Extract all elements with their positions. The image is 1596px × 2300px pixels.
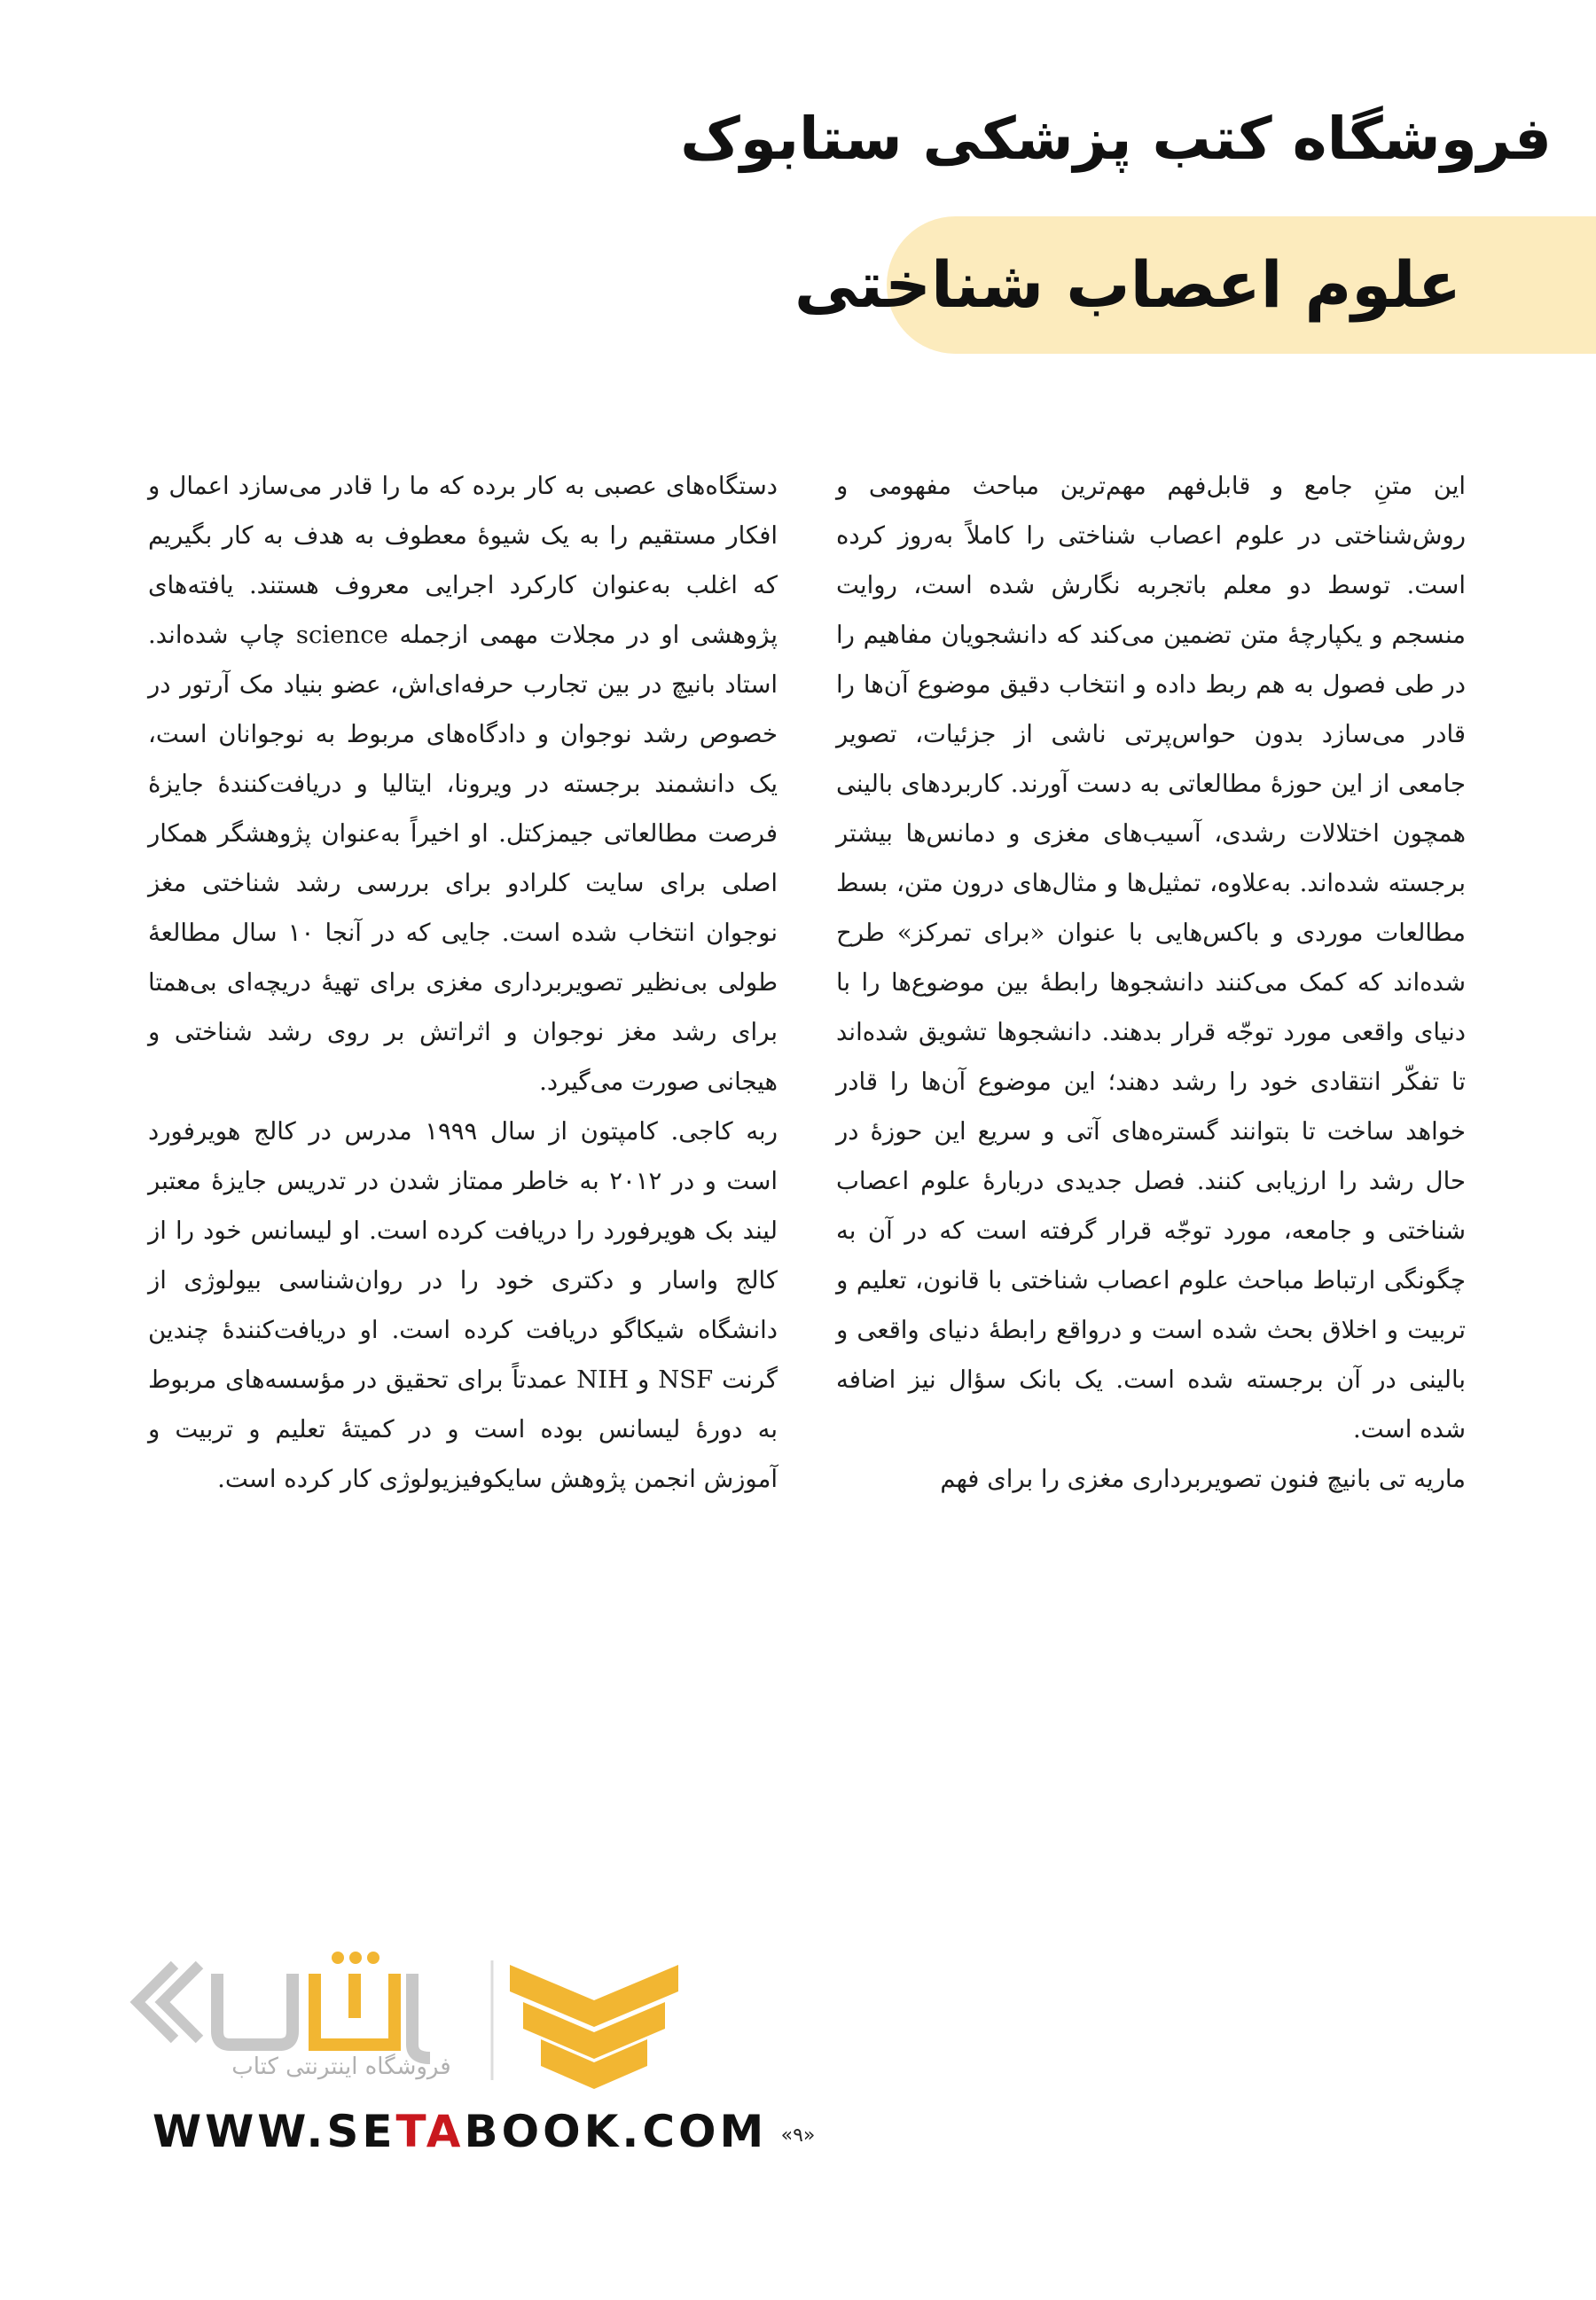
chapter-banner [794, 216, 1596, 354]
paragraph: این متنِ جامع و قابل‌فهم مهم‌ترین مباحث مفهومی و روش‌شناختی در علوم اعصاب شناختی را کاملاً به‌روز کرده است. توسط دو معلم باتجربه نگارش شده است، روایت منسجم و یکپارچهٔ متن تضمین می‌کند که دانشجویان مفاهیم را در طی فصول به هم ربط داده و انتخاب دقیق موضوع آن‌ها را قادر می‌سازد بدون حواس‌پرتی ناشی از جزئیات، تصویر جامعی از این حوزهٔ مطالعاتی به دست آورند. کاربردهای بالینی همچون اختلالات رشدی، آسیب‌های مغزی و دمانس‌ها بیشتر برجسته شده‌اند. به‌علاوه، تمثیل‌ها و مثال‌های درون متن، بسط مطالعات موردی و باکس‌هایی با عنوان «برای تمرکز» طرح شده‌اند که کمک می‌کنند دانشجوها رابطهٔ بین موضوع‌ها را با دنیای واقعی مورد توجّه قرار بدهند. دانشجوها تشویق شده‌اند تا تفکّر انتقادی خود را رشد دهند؛ این موضوع آن‌ها را قادر خواهد ساخت تا بتوانند گستره‌های آتی و سریع این حوزهٔ در حال رشد را ارزیابی کنند. فصل جدیدی دربارهٔ علوم اعصاب شناختی و جامعه، مورد توجّه قرار گرفته است که در آن به چگونگی ارتباط مباحث علوم اعصاب شناختی با قانون، تعلیم و تربیت و اخلاق بحث شده است و درواقع رابطهٔ دنیای واقعی و بالینی در آن برجسته شده است. یک بانک سؤال نیز اضافه شده است. [836, 472, 1466, 1443]
paragraph: ماریه تی بانیچ فنون تصویربرداری مغزی را برای فهم [940, 1465, 1466, 1493]
url-suffix: BOOK.COM [464, 2106, 768, 2157]
store-header: فروشگاه کتب پزشکی ستابوک [680, 105, 1552, 173]
website-url [153, 2106, 768, 2159]
url-accent: TA [395, 2106, 465, 2157]
paragraph: دستگاه‌های عصبی به کار برده که ما را قادر می‌سازد اعمال و افکار مستقیم را به یک شیوهٔ معطوف به هدف به کار بگیریم که اغلب به‌عنوان کارکرد اجرایی معروف هستند. یافته‌های پژوهشی او در مجلات مهمی ازجمله science چاپ شده‌اند. استاد بانیچ در بین تجارب حرفه‌ای‌اش، عضو بنیاد مک آرتور در خصوص رشد نوجوان و دادگاه‌های مربوط به نوجوانان است، یک دانشمند برجسته در ویرونا، ایتالیا و دریافت‌کنندهٔ جایزهٔ فرصت مطالعاتی جیمزکتل. او اخیراً به‌عنوان پژوهشگر همکار اصلی برای سایت کلرادو برای بررسی رشد شناختی مغز نوجوان انتخاب شده است. جایی که در آنجا ۱۰ سال مطالعهٔ طولی بی‌نظیر تصویربرداری مغزی برای تهیهٔ دریچه‌ای بی‌همتا برای رشد مغز نوجوان و اثراتش بر روی رشد شناختی و هیجانی صورت می‌گیرد. [148, 472, 778, 1096]
paragraph: ربه کاجی. کامپتون از سال ۱۹۹۹ مدرس در کالج هویرفورد است و در ۲۰۱۲ به خاطر ممتاز شدن در تدریس جایزهٔ معتبر لیند بک هویرفورد را دریافت کرده است. او لیسانس خود را از کالج واسار و دکتری خود را در روان‌شناسی بیولوژی از دانشگاه شیکاگو دریافت کرده است. او دریافت‌کنندهٔ چندین گرنت NSF و NIH عمدتاً برای تحقیق در مؤسسه‌های مربوط به دورهٔ لیسانس بوده است و در کمیتهٔ تعلیم و تربیت و آموزش انجمن پژوهش سایکوفیزیولوژی کار کرده است. [148, 1117, 778, 1493]
body-column-right [836, 461, 1466, 1504]
url-prefix: WWW.SE [153, 2106, 396, 2157]
publisher-logo [129, 1947, 678, 2098]
chapter-title: علوم اعصاب شناختی [794, 247, 1461, 322]
page-number: «۹» [780, 2124, 816, 2147]
logo-tagline: فروشگاه اینترنتی کتاب [231, 2054, 451, 2080]
body-column-left [148, 461, 778, 1504]
